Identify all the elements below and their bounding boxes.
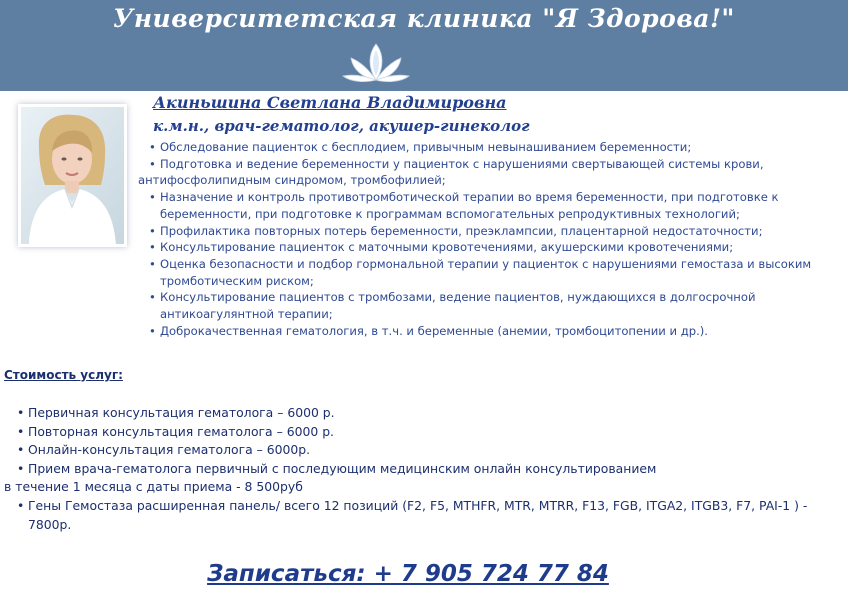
price-text: Гены Гемостаза расширенная панель/ всего 12 позиций (F2, F5, MTHFR, MTR, MTRR, F13, FGB, ITGA2, ITGB3, F7, PAI-1 ) - 7800р. [28,497,808,532]
lotus-icon [341,40,411,84]
price-text: Прием врача-гематолога первичный с последующим медицинским онлайн консультированием [28,460,657,476]
clinic-title: Университетская клиника "Я Здорова!" [113,4,735,33]
service-text: Профилактика повторных потерь беременности, преэклампсии, плацентарной недостаточности; [160,223,763,238]
service-continuation: антифосфолипидным синдромом, тромбофилией; [138,173,446,188]
list-item [138,223,842,240]
price-item [4,497,844,534]
price-text: Повторная консультация гематолога – 6000 р. [28,423,334,439]
price-item [4,441,844,460]
doctor-photo [18,104,127,247]
list-item [138,256,842,289]
service-text: Консультирование пациентов с тромбозами, ведение пациентов, нуждающихся в долгосрочной антикоагулянтной терапии; [160,290,756,322]
service-text: Обследование пациенток с бесплодием, привычным невынашиванием беременности; [160,140,692,154]
list-item [138,156,842,173]
price-item [4,404,844,423]
services-list [138,139,842,339]
list-item [138,289,842,322]
service-text: Подготовка и ведение беременности у пациенток с нарушениями свертывающей системы крови, [160,156,764,171]
price-item [4,423,844,442]
price-continuation: в течение 1 месяца с даты приема - 8 500руб [4,479,303,495]
price-item [4,460,844,479]
service-text: Доброкачественная гематология, в т.ч. и беременные (анемии, тромбоцитопении и др.). [160,323,708,338]
prices-heading: Стоимость услуг: [4,368,123,382]
list-item [138,139,842,156]
list-item [138,239,842,256]
prices-list [4,404,844,534]
signup-phone-link[interactable]: Записаться: + 7 905 724 77 84 [207,561,609,587]
service-text: Назначение и контроль противотромботической терапии во время беременности, при подготовке к беременности, при подготовке к программам вспомогательных репродуктивных технологий; [160,190,779,221]
header-banner [0,0,848,91]
service-text: Оценка безопасности и подбор гормональной терапии у пациенток с нарушениями гемостаза и высоким тромботическим риском; [160,256,812,288]
price-text: Первичная консультация гематолога – 6000 р. [28,405,335,420]
service-text: Консультирование пациенток с маточными кровотечениями, акушерскими кровотечениями; [160,240,734,255]
doctor-title: к.м.н., врач-гематолог, акушер-гинеколог [153,117,530,135]
doctor-name: Акиньшина Светлана Владимировна [153,93,507,112]
price-text: Онлайн-консультация гематолога – 6000р. [28,442,311,458]
list-item [138,323,842,340]
list-item [138,189,842,222]
